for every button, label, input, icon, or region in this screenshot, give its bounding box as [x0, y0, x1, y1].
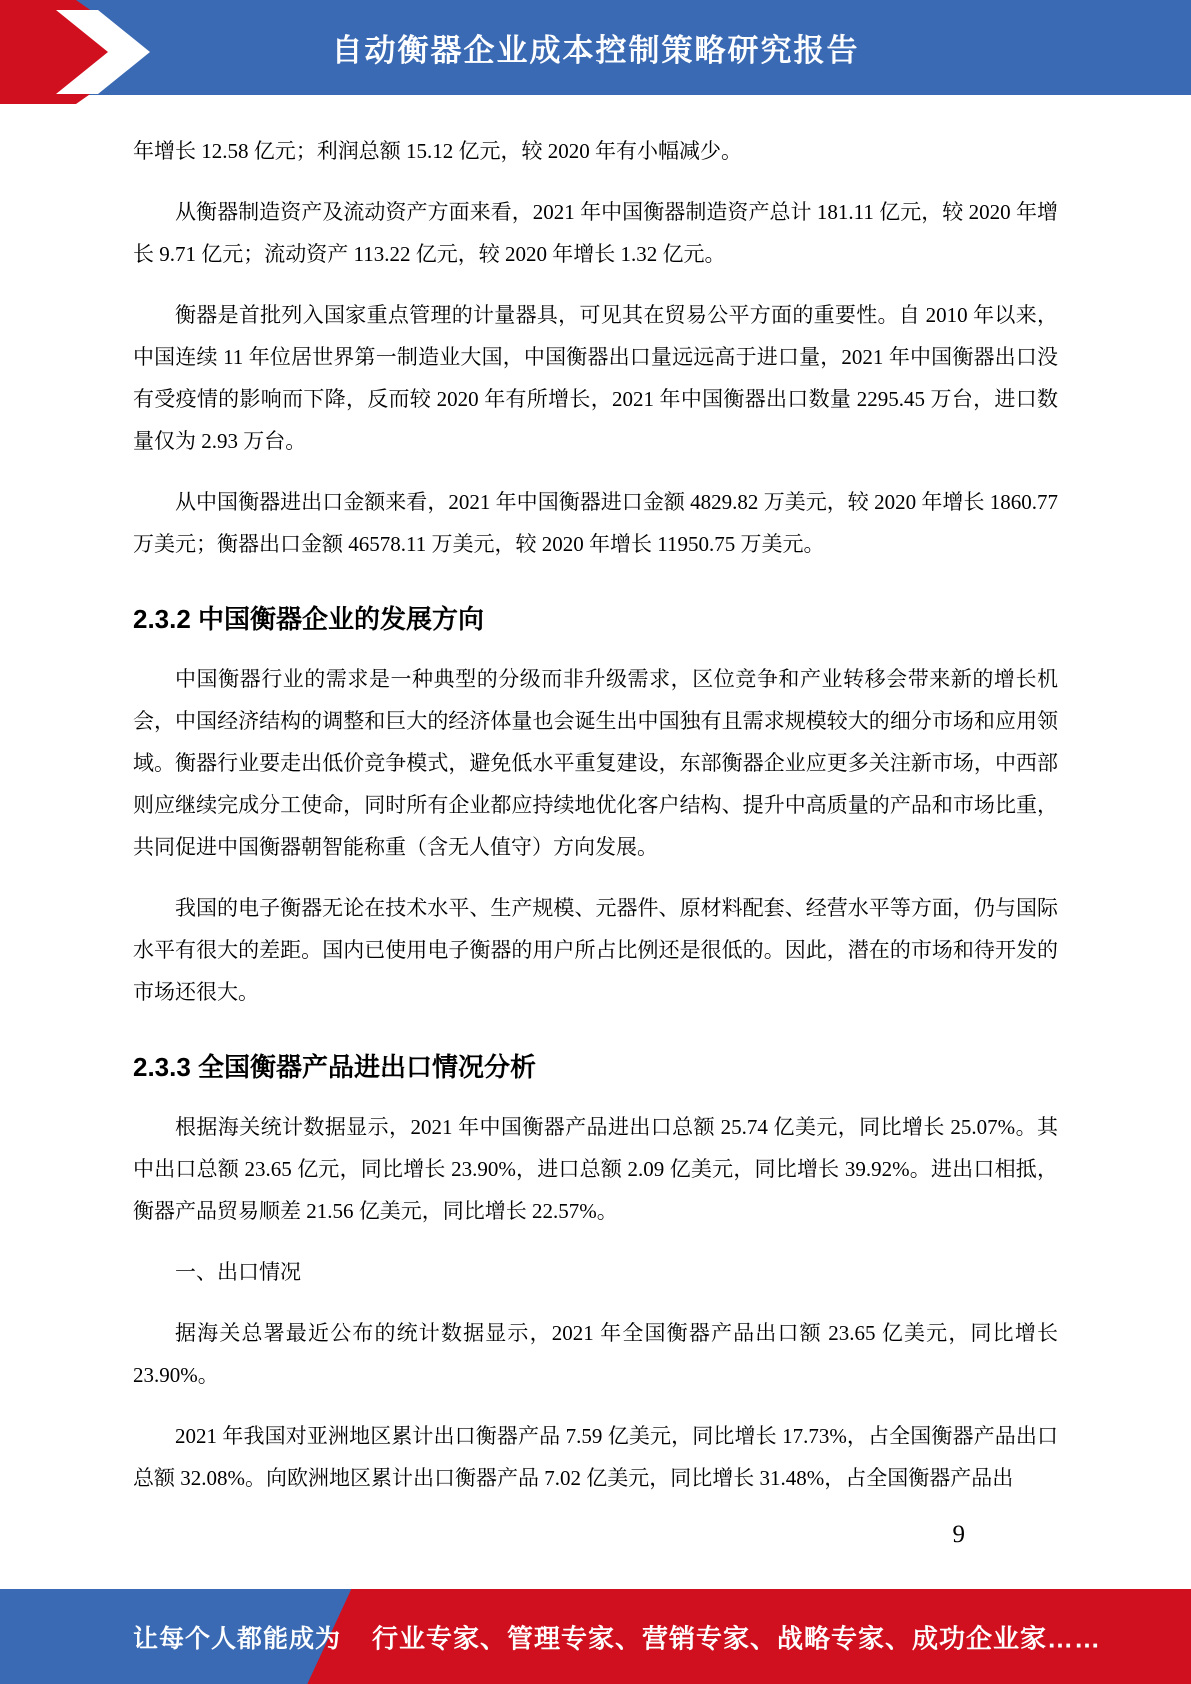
body-paragraph: 年增长 12.58 亿元；利润总额 15.12 亿元，较 2020 年有小幅减少。: [133, 139, 742, 163]
body-paragraph: 据海关总署最近公布的统计数据显示，2021 年全国衡器产品出口额 23.65 亿美元，同比增长 23.90%。: [133, 1321, 1058, 1387]
body-paragraph: 2021 年我国对亚洲地区累计出口衡器产品 7.59 亿美元，同比增长 17.73%，占全国衡器产品出口总额 32.08%。向欧洲地区累计出口衡器产品 7.02 亿美元，同比增长 31.48%，占全国衡器产品出: [133, 1424, 1058, 1490]
body-paragraph: 衡器是首批列入国家重点管理的计量器具，可见其在贸易公平方面的重要性。自 2010 年以来，中国连续 11 年位居世界第一制造业大国，中国衡器出口量远远高于进口量，2021 年中国衡器出口没有受疫情的影响而下降，反而较 2020 年有所增长，2021 年中国衡器出口数量 2295.45 万台，进口数量仅为 2.93 万台。: [133, 303, 1058, 453]
footer-slogan-left: 让每个人都能成为: [133, 1624, 342, 1653]
body-paragraph: 从中国衡器进出口金额来看，2021 年中国衡器进口金额 4829.82 万美元，较 2020 年增长 1860.77 万美元；衡器出口金额 46578.11 万美元，较 2020 年增长 11950.75 万美元。: [133, 490, 1058, 556]
section-heading: 2.3.3 全国衡器产品进出口情况分析: [133, 1052, 537, 1082]
section-heading: 2.3.2 中国衡器企业的发展方向: [133, 604, 485, 634]
red-right-arrow-icon: [0, 0, 152, 104]
body-paragraph: 从衡器制造资产及流动资产方面来看，2021 年中国衡器制造资产总计 181.11 亿元，较 2020 年增长 9.71 亿元；流动资产 113.22 亿元，较 2020 年增长 1.32 亿元。: [133, 200, 1058, 266]
document-body: [133, 95, 1058, 1552]
header-banner: [0, 0, 1191, 95]
body-paragraph: 根据海关统计数据显示，2021 年中国衡器产品进出口总额 25.74 亿美元，同比增长 25.07%。其中出口总额 23.65 亿元，同比增长 23.90%，进口总额 2.09 亿美元，同比增长 39.92%。进出口相抵，衡器产品贸易顺差 21.56 亿美元，同比增长 22.57%。: [133, 1115, 1058, 1223]
report-title: 自动衡器企业成本控制策略研究报告: [331, 33, 860, 68]
body-paragraph: 我国的电子衡器无论在技术水平、生产规模、元器件、原材料配套、经营水平等方面，仍与国际水平有很大的差距。国内已使用电子衡器的用户所占比例还是很低的。因此，潜在的市场和待开发的市场还很大。: [133, 896, 1058, 1004]
document-blocks: [133, 130, 1058, 1499]
body-paragraph: 一、出口情况: [175, 1260, 301, 1284]
footer-banner: [0, 1589, 1191, 1684]
footer-slogan-right: 行业专家、管理专家、营销专家、战略专家、成功企业家……: [372, 1623, 1102, 1653]
page-number: 9: [952, 1521, 965, 1548]
body-paragraph: 中国衡器行业的需求是一种典型的分级而非升级需求，区位竞争和产业转移会带来新的增长机会，中国经济结构的调整和巨大的经济体量也会诞生出中国独有且需求规模较大的细分市场和应用领域。衡器行业要走出低价竞争模式，避免低水平重复建设，东部衡器企业应更多关注新市场，中西部则应继续完成分工使命，同时所有企业都应持续地优化客户结构、提升中高质量的产品和市场比重，共同促进中国衡器朝智能称重（含无人值守）方向发展。: [133, 667, 1058, 859]
